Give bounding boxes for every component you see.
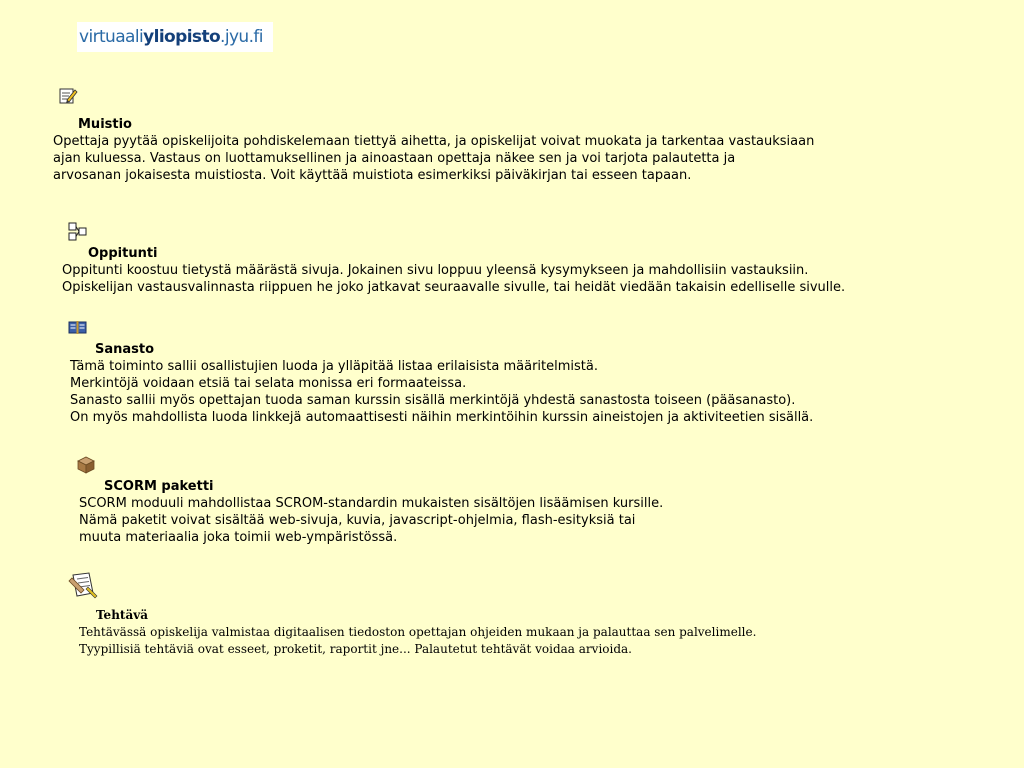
virtuaaliyliopisto-logo: [77, 22, 273, 52]
sanasto-line-3: Sanasto sallii myös opettajan tuoda saman kurssin sisällä merkintöjä yhdestä sanastosta toiseen (pääsanasto).: [70, 393, 796, 408]
oppitunti-line-2: Opiskelijan vastausvalinnasta riippuen he joko jatkavat seuraavalle sivulle, tai heidät viedään takaisin edelliselle sivulle.: [62, 280, 846, 295]
sanasto-description: [70, 358, 813, 426]
scorm-line-3: muuta materiaalia joka toimii web-ympäristössä.: [79, 530, 398, 545]
lesson-tree-icon: [68, 222, 88, 242]
muistio-description: [53, 133, 814, 184]
logo-part-3: .jyu.fi: [220, 27, 263, 47]
scorm-package-icon: [76, 455, 96, 475]
sanasto-line-1: Tämä toiminto sallii osallistujien luoda ja ylläpitää listaa erilaisista määritelmistä.: [70, 359, 598, 374]
tehtava-title: Tehtävä: [96, 608, 148, 622]
oppitunti-line-1: Oppitunti koostuu tietystä määrästä sivuja. Jokainen sivu loppuu yleensä kysymykseen ja mahdollisiin vastauksiin.: [62, 263, 809, 278]
logo-part-2: yliopisto: [143, 27, 221, 47]
tehtava-description: [79, 624, 756, 658]
sanasto-title: Sanasto: [95, 342, 155, 357]
assignment-icon: [67, 571, 99, 601]
scorm-description: [79, 495, 663, 546]
scorm-title: SCORM paketti: [104, 479, 214, 494]
tehtava-line-1: Tehtävässä opiskelija valmistaa digitaalisen tiedoston opettajan ohjeiden mukaan ja palauttaa sen palvelimelle.: [79, 625, 757, 639]
oppitunti-description: [62, 262, 845, 296]
journal-edit-icon: [59, 86, 79, 106]
scorm-line-2: Nämä paketit voivat sisältää web-sivuja, kuvia, javascript-ohjelmia, flash-esityksiä tai: [79, 513, 636, 528]
sanasto-line-2: Merkintöjä voidaan etsiä tai selata monissa eri formaateissa.: [70, 376, 467, 391]
oppitunti-title: Oppitunti: [88, 246, 158, 261]
scorm-line-1: SCORM moduuli mahdollistaa SCROM-standardin mukaisten sisältöjen lisäämisen kursille.: [79, 496, 664, 511]
muistio-line-3: arvosanan jokaisesta muistiosta. Voit käyttää muistiota esimerkiksi päiväkirjan tai esseen tapaan.: [53, 168, 692, 183]
muistio-line-2: ajan kuluessa. Vastaus on luottamuksellinen ja ainoastaan opettaja näkee sen ja voi tarjota palautetta ja: [53, 151, 736, 166]
glossary-book-icon: [68, 319, 88, 339]
muistio-line-1: Opettaja pyytää opiskelijoita pohdiskelemaan tiettyä aihetta, ja opiskelijat voivat muokata ja tarkentaa vastauksiaan: [53, 134, 815, 149]
sanasto-line-4: On myös mahdollista luoda linkkejä automaattisesti näihin merkintöihin kurssin aineistojen ja aktiviteetien sisällä.: [70, 410, 814, 425]
muistio-title: Muistio: [78, 117, 132, 132]
tehtava-line-2: Tyypillisiä tehtäviä ovat esseet, proketit, raportit jne... Palautetut tehtävät voidaa arvioida.: [79, 642, 632, 656]
logo-part-1: virtuaali: [79, 27, 144, 47]
